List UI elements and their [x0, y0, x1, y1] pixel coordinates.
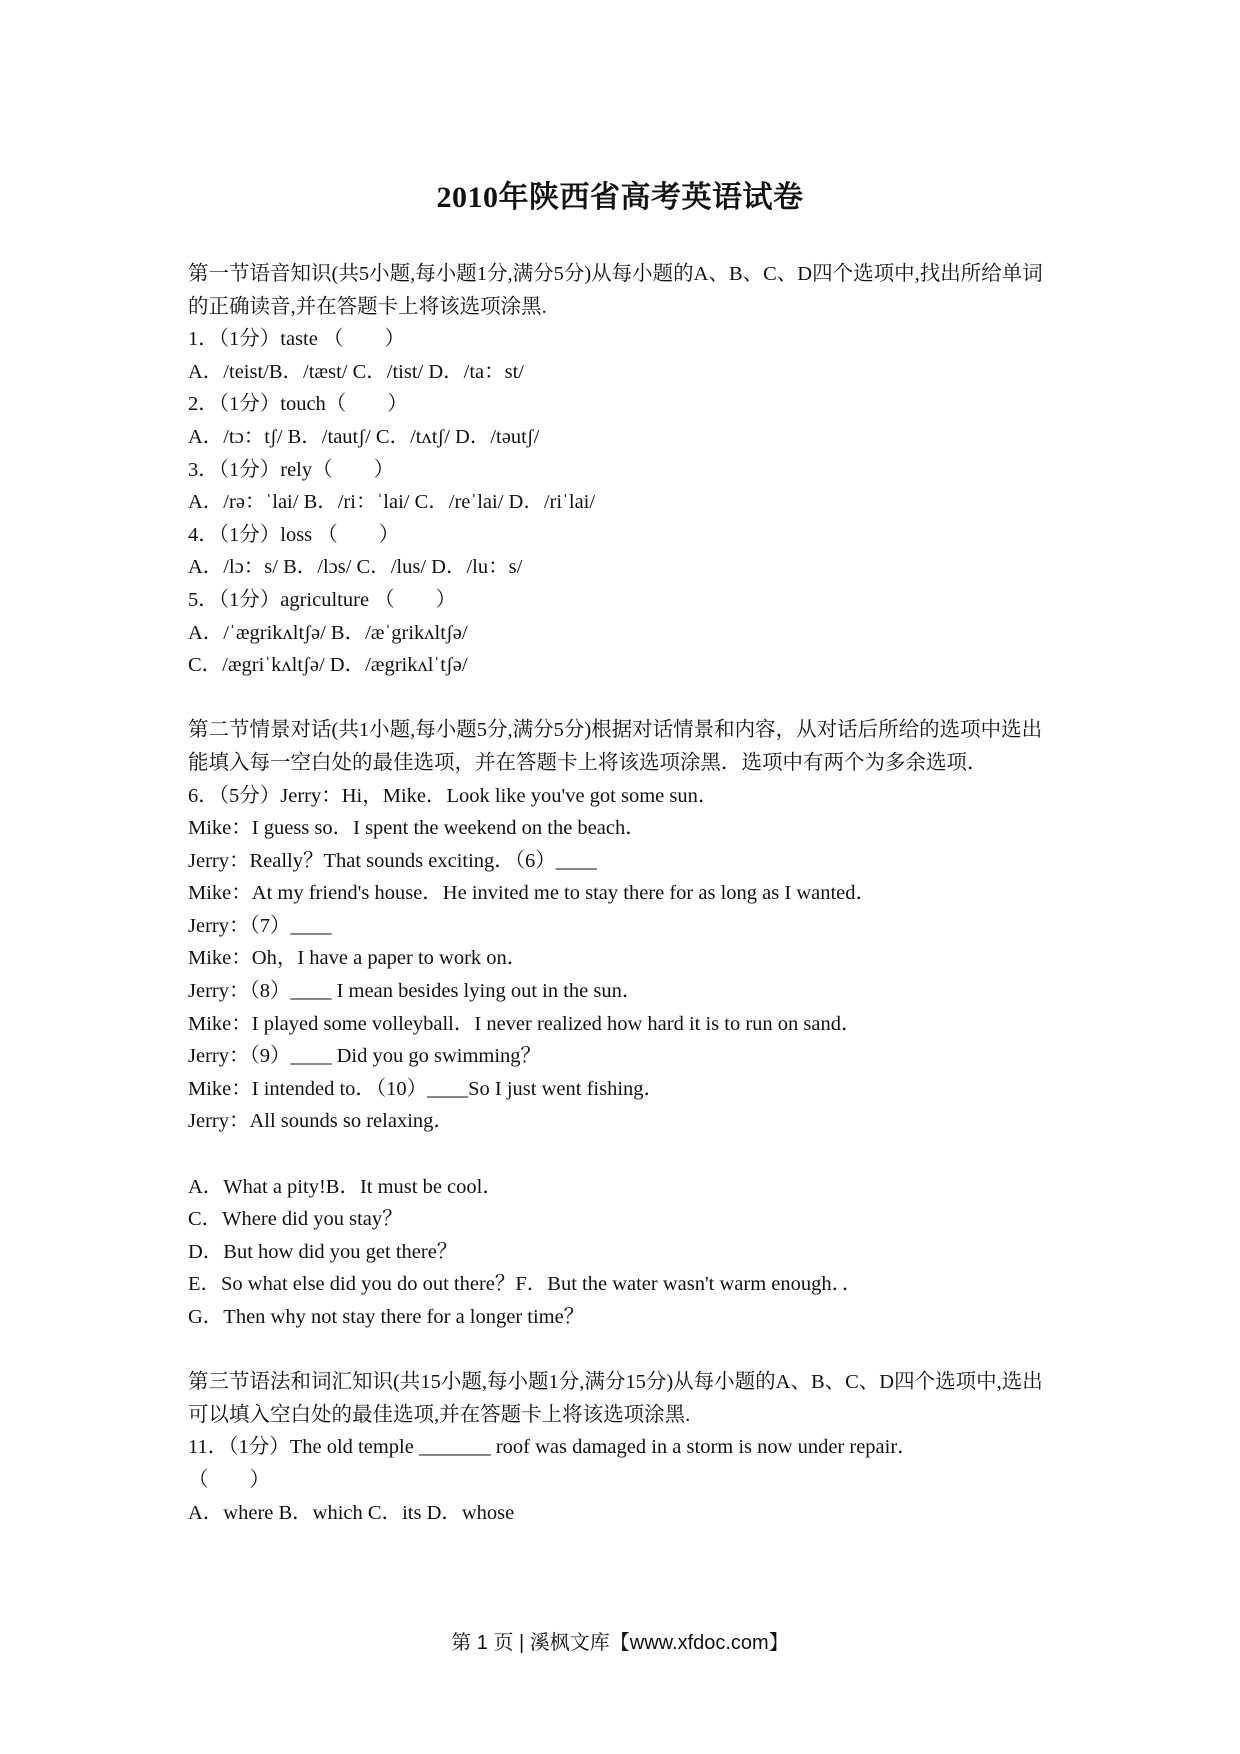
- question-5: 5．（1分）agriculture （ ）: [188, 588, 457, 611]
- question-4-options: A．/lɔ：s/ B．/lɔs/ C．/lus/ D．/lu：s/: [188, 556, 523, 579]
- dialogue-option: G．Then why not stay there for a longer time？: [188, 1306, 585, 1328]
- dialogue-option: D．But how did you get there？: [188, 1240, 458, 1263]
- dialogue-line: 6．（5分）Jerry：Hi，Mike．Look like you've got some sun．: [188, 784, 719, 807]
- question-11: 11．（1分）The old temple _______ roof was damaged in a storm is now under repair．: [188, 1436, 918, 1459]
- question-1-options: A．/teist/B．/tæst/ C．/tist/ D．/ta：st/: [188, 360, 525, 383]
- question-3: 3．（1分）rely（ ）: [188, 458, 395, 481]
- question-4: 4．（1分）loss （ ）: [188, 523, 400, 546]
- section-3-intro: 第三节语法和词汇知识(共15小题,每小题1分,满分15分)从每小题的A、B、C、D四个选项中,选出可以填入空白处的最佳选项,并在答题卡上将该选项涂黑.: [188, 1371, 1043, 1426]
- dialogue-line: Mike：I intended to．（10）____So I just went fishing．: [188, 1077, 665, 1100]
- dialogue-line: Mike：Oh，I have a paper to work on．: [188, 947, 528, 970]
- page-title: 2010年陕西省高考英语试卷: [436, 181, 804, 214]
- dialogue-line: Jerry：（8）____ I mean besides lying out in the sun．: [188, 980, 643, 1003]
- spacer: [188, 1334, 1060, 1367]
- question-5-options-c-d: C．/ægriˈkʌltʃə/ D．/ægrikʌlˈtʃə/: [188, 654, 468, 677]
- dialogue-option: A．What a pity!B．It must be cool．: [188, 1175, 503, 1198]
- dialogue-line: Mike：I played some volleyball．I never realized how hard it is to run on sand．: [188, 1012, 862, 1035]
- dialogue-line: Mike：I guess so．I spent the weekend on the beach．: [188, 817, 646, 840]
- question-11-options: A．where B．which C．its D．whose: [188, 1501, 515, 1524]
- question-2: 2．（1分）touch（ ）: [188, 393, 408, 416]
- question-2-options: A．/tɔ：tʃ/ B．/tautʃ/ C．/tʌtʃ/ D．/təutʃ/: [188, 425, 540, 448]
- dialogue-option: C．Where did you stay？: [188, 1208, 403, 1231]
- question-11-paren: （ ）: [188, 1468, 270, 1491]
- section-2-intro: 第二节情景对话(共1小题,每小题5分,满分5分)根据对话情景和内容，从对话后所给的选项中选出能填入每一空白处的最佳选项，并在答题卡上将该选项涂黑．选项中有两个为多余选项．: [188, 719, 1043, 774]
- question-1: 1．（1分）taste （ ）: [188, 328, 405, 351]
- question-5-options-a-b: A．/ˈægrikʌltʃə/ B．/æˈgrikʌltʃə/: [188, 621, 468, 644]
- exam-content: [188, 258, 1060, 1529]
- section-1-intro: 第一节语音知识(共5小题,每小题1分,满分5分)从每小题的A、B、C、D四个选项中,找出所给单词的正确读音,并在答题卡上将该选项涂黑.: [188, 263, 1043, 318]
- dialogue-line: Jerry：All sounds so relaxing．: [188, 1110, 454, 1133]
- page-footer: 第 1 页 | 溪枫文库【www.xfdoc.com】: [451, 1632, 789, 1654]
- spacer: [188, 1138, 1060, 1171]
- dialogue-line: Jerry：Really？That sounds exciting．（6）____: [188, 849, 597, 872]
- dialogue-option: E．So what else did you do out there？F．But the water wasn't warm enough．．: [188, 1273, 863, 1296]
- dialogue-line: Jerry：（9）____ Did you go swimming？: [188, 1045, 542, 1068]
- spacer: [188, 682, 1060, 715]
- dialogue-line: Jerry：（7）____: [188, 914, 332, 937]
- dialogue-line: Mike：At my friend's house．He invited me to stay there for as long as I wanted．: [188, 882, 877, 905]
- question-3-options: A．/rə：ˈlai/ B．/ri：ˈlai/ C．/reˈlai/ D．/riˈlai/: [188, 491, 596, 514]
